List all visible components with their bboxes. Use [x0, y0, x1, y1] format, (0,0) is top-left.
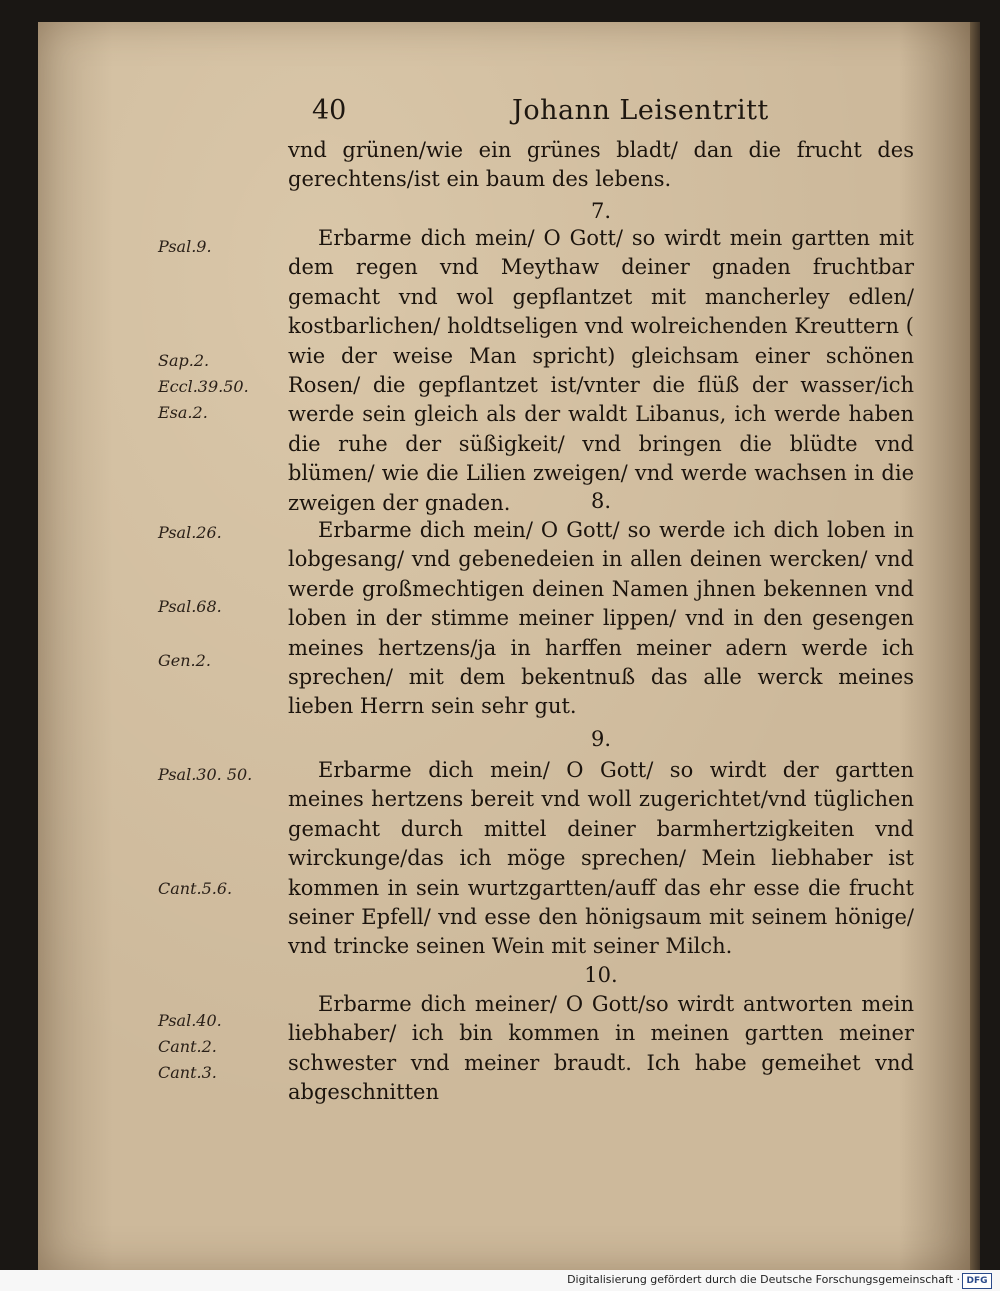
paragraph-10: Erbarme dich meiner/ O Gott/so wirdt antworten mein liebhaber/ ich bin kommen in meinen gartten meiner schwester vnd meiner braudt. Ich habe gemeihet vnd abgeschnitten — [288, 992, 914, 1105]
page-edge — [970, 22, 980, 1270]
margin-note: Psal.26. — [158, 523, 222, 542]
paragraph-9: Erbarme dich mein/ O Gott/ so wirdt der gartten meines hertzens bereit vnd woll zugerichtet/vnd tüglichen gemacht durch mittel deiner barmhertzigkeiten vnd wirckunge/das ich möge sprechen/ Mein liebhaber ist kommen in sein wurtzgartten/auff das ehr esse die frucht seiner Epfell/ vnd esse den hönigsaum mit seinem hönige/ vnd trincke seinen Wein mit seiner Milch. — [288, 758, 914, 959]
margin-note: Psal.9. — [158, 237, 212, 256]
page-header — [312, 92, 772, 130]
paragraph-8: Erbarme dich mein/ O Gott/ so werde ich dich loben in lobgesang/ vnd gebenedeien in allen deinen wercken/ vnd werde großmechtigen deinen Namen jhnen bekennen vnd loben in der stimme meiner lippen/ vnd in den gesengen meines hertzens/ja in harffen meiner adern werde ich sprechen/ mit dem bekentnuß das alle werck meines lieben Herrn sein sehr gut. — [288, 518, 914, 719]
paragraph-continuation: vnd grünen/wie ein grünes bladt/ dan die frucht des gerechtens/ist ein baum des lebens. — [288, 138, 914, 192]
verse-number-9: 9. — [590, 727, 612, 751]
margin-note: Cant.2. — [158, 1037, 217, 1056]
page-number: 40 — [312, 95, 347, 126]
funding-credit: Digitalisierung gefördert durch die Deutsche Forschungsgemeinschaft · — [567, 1273, 960, 1286]
verse-number-10: 10. — [584, 963, 618, 987]
dfg-logo: DFG — [962, 1273, 992, 1289]
paragraph-7: Erbarme dich mein/ O Gott/ so wirdt mein gartten mit dem regen vnd Meythaw deiner gnaden fruchtbar gemacht vnd wol gepflantzet mit mancherley edlen/ kostbarlichen/ holdtseligen vnd wolreichenden Kreuttern ( wie der weise Man spricht) gleichsam einer schönen Rosen/ die gepflantzet ist/vnter die flüß der wasser/ich werde sein gleich als der waldt Libanus, ich werde haben die ruhe der süßigkeit/ vnd bringen die blüdte vnd blümen/ wie die Lilien zweigen/ vnd werde wachsen in die zweigen der gnaden. — [288, 226, 914, 515]
margin-note: Cant.5.6. — [158, 879, 233, 898]
margin-note: Eccl.39.50. — [158, 377, 249, 396]
margin-note: Gen.2. — [158, 651, 211, 670]
verse-number-7: 7. — [590, 199, 612, 223]
margin-note: Cant.3. — [158, 1063, 217, 1082]
footer-bar — [0, 1270, 1000, 1291]
margin-note: Esa.2. — [158, 403, 208, 422]
verse-number-8: 8. — [590, 489, 612, 513]
running-title: Johann Leisentritt — [512, 95, 769, 126]
margin-note: Psal.30. 50. — [158, 765, 253, 784]
margin-note: Psal.40. — [158, 1011, 222, 1030]
margin-note: Sap.2. — [158, 351, 210, 370]
margin-note: Psal.68. — [158, 597, 222, 616]
